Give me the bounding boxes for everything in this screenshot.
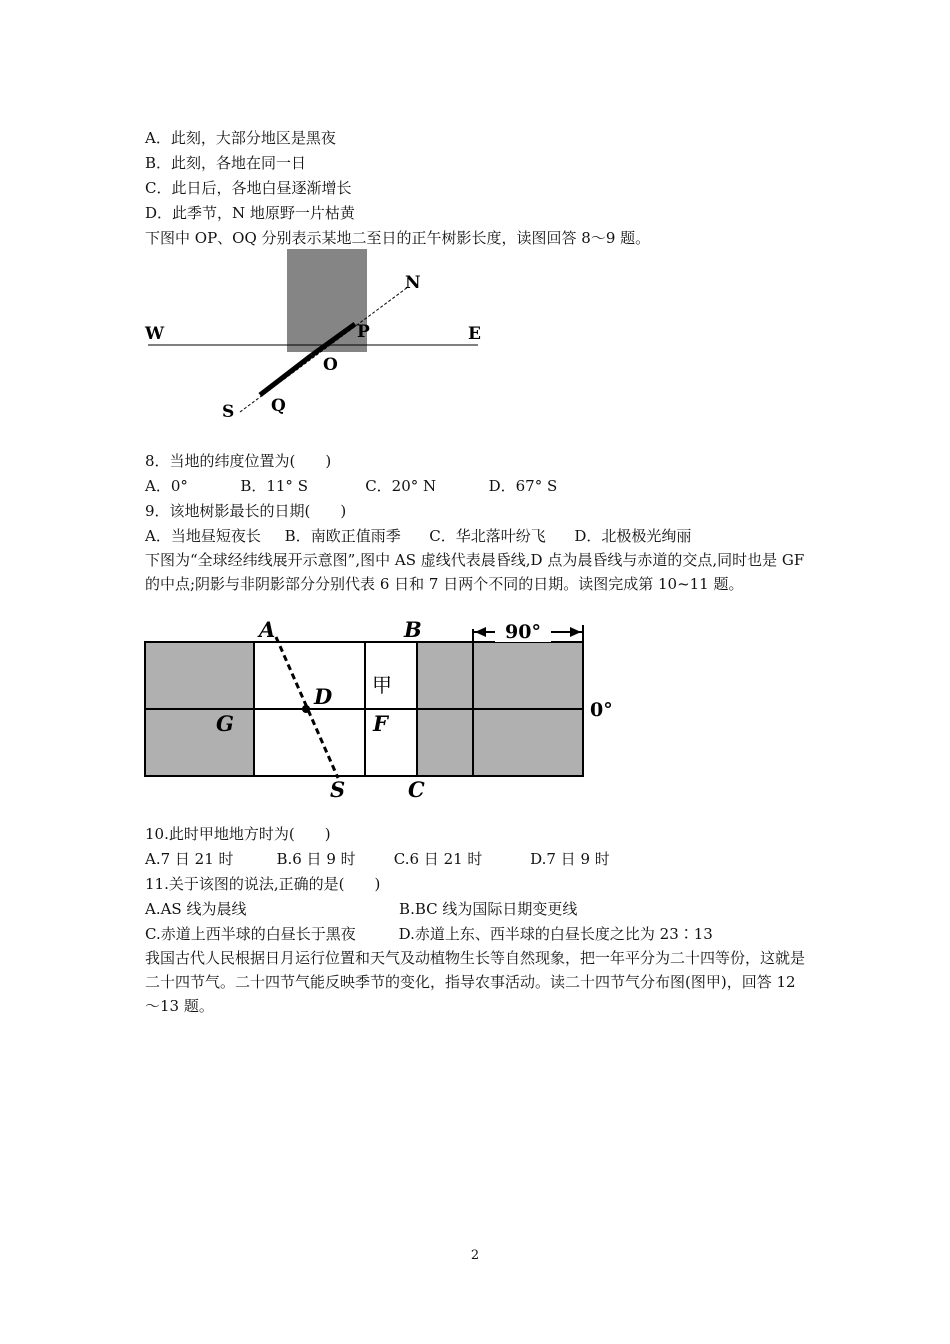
tree-shadow-figure — [140, 245, 500, 425]
label-c: C — [408, 777, 425, 802]
question-11: 11.关于该图的说法,正确的是( ) — [145, 875, 381, 893]
label-jia: 甲 — [372, 673, 392, 697]
label-a: A — [259, 617, 276, 642]
question-10: 10.此时甲地地方时为( ) — [145, 825, 331, 843]
grid-figure — [140, 615, 630, 805]
option-b-line: B．此刻，各地在同一日 — [145, 154, 307, 172]
label-s: S — [222, 402, 235, 422]
option-c-line: C．此日后，各地白昼逐渐增长 — [145, 179, 352, 197]
solar-terms-intro: 我国古代人民根据日月运行位置和天气及动植物生长等自然现象，把一年平分为二十四等份，这就是二十四节气。二十四节气能反映季节的变化，指导农事活动。读二十四节气分布图(图甲)，回答 12～13 题。 — [145, 949, 806, 1015]
question-8: 8．当地的纬度位置为( ) — [145, 452, 332, 470]
gray-block — [287, 249, 367, 352]
label-q: Q — [271, 396, 286, 416]
figure1-intro: 下图中 OP、OQ 分别表示某地二至日的正午树影长度，读图回答 8～9 题。 — [145, 229, 651, 247]
arrow-right-head — [570, 627, 581, 637]
page-number: 2 — [470, 1248, 480, 1263]
label-f: F — [373, 711, 388, 736]
question-11-options-cd: C.赤道上西半球的白昼长于黑夜 D.赤道上东、西半球的白昼长度之比为 23∶13 — [145, 925, 713, 943]
figure2-intro: 下图为“全球经纬线展开示意图”,图中 AS 虚线代表晨昏线,D 点为晨昏线与赤道的交点,同时也是 GF 的中点;阴影与非阴影部分分别代表 6 日和 7 日两个不同的日期。读图完成第 10~11 题。 — [145, 551, 805, 593]
label-g: G — [216, 711, 234, 736]
label-b: B — [404, 617, 422, 642]
option-d-line: D．此季节，N 地原野一片枯黄 — [145, 204, 355, 222]
shadow-oq — [260, 355, 312, 395]
label-n: N — [405, 273, 421, 293]
point-d — [302, 705, 310, 713]
label-o: O — [323, 355, 338, 375]
question-8-options: A．0° B．11° S C．20° N D．67° S — [145, 477, 558, 495]
label-w: W — [145, 324, 165, 344]
question-9-options: A．当地昼短夜长 B．南欧正值雨季 C．华北落叶纷飞 D．北极极光绚丽 — [145, 527, 692, 545]
arrow-left-head — [475, 627, 486, 637]
label-e: E — [468, 324, 481, 344]
label-s: S — [330, 777, 346, 802]
question-9: 9．该地树影最长的日期( ) — [145, 502, 347, 520]
label-90-degrees: 90° — [505, 621, 541, 643]
label-d: D — [314, 684, 333, 709]
question-10-options: A.7 日 21 时 B.6 日 9 时 C.6 日 21 时 D.7 日 9 时 — [145, 850, 610, 868]
label-p: P — [357, 322, 370, 342]
question-11-options-ab: A.AS 线为晨线 B.BC 线为国际日期变更线 — [145, 900, 578, 918]
label-0-degrees: 0° — [590, 699, 613, 721]
option-a-line: A．此刻，大部分地区是黑夜 — [145, 129, 336, 147]
